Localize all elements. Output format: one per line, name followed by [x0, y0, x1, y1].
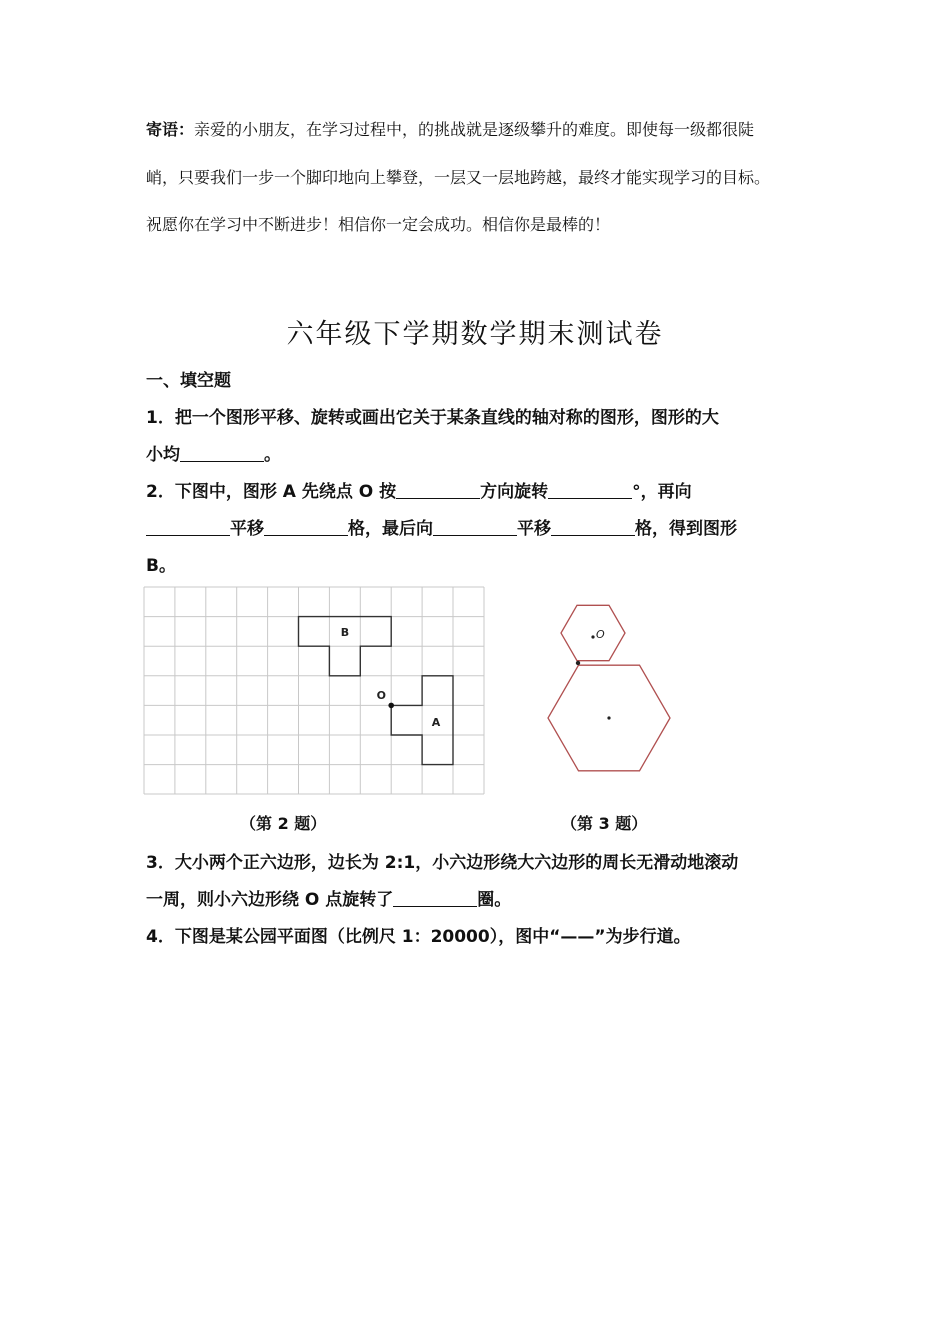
q1-line-1: 1．把一个图形平移、旋转或画出它关于某条直线的轴对称的图形，图形的大	[146, 408, 719, 428]
section-heading: 一、填空题	[146, 371, 231, 391]
q2-move1-direction-blank[interactable]	[146, 519, 230, 536]
q2-move1-steps-blank[interactable]	[264, 519, 348, 536]
q1-answer-blank[interactable]	[180, 445, 264, 462]
q4-line: 4．下图是某公园平面图（比例尺 1：20000），图中“——”为步行道。	[146, 927, 691, 947]
q3-text-b: 圈。	[477, 890, 512, 910]
intro-label: 寄语：	[146, 120, 195, 139]
shape-a-label: A	[431, 716, 441, 729]
q2-text-d: 平移	[230, 519, 264, 539]
q2-angle-blank[interactable]	[548, 482, 632, 499]
point-o-label: O	[376, 689, 386, 702]
q2-line-2	[146, 514, 737, 539]
q2-text-b: 方向旋转	[480, 482, 549, 502]
q2-text-c: °，再向	[632, 482, 692, 502]
q3-answer-blank[interactable]	[393, 890, 477, 907]
contact-point	[576, 661, 580, 665]
q2-line-3: B。	[146, 556, 176, 576]
fig2-caption: （第 2 题）	[240, 814, 327, 833]
intro-line-1	[146, 117, 754, 140]
intro-line-2: 峭，只要我们一步一个脚印地向上攀登，一层又一层地跨越，最终才能实现学习的目标。	[146, 168, 771, 187]
small-hexagon-center	[591, 635, 594, 638]
q3-line-2	[146, 885, 511, 910]
q1-text-a: 小均	[146, 445, 180, 465]
q2-move2-steps-blank[interactable]	[551, 519, 635, 536]
shape-b-label: B	[340, 626, 350, 639]
big-hexagon-center	[607, 716, 610, 719]
q3-text-a: 一周，则小六边形绕 O 点旋转了	[146, 890, 394, 910]
q2-direction-blank[interactable]	[396, 482, 480, 499]
q1-line-2	[146, 440, 281, 465]
q2-text-f: 平移	[517, 519, 551, 539]
q2-text-g: 格，得到图形	[635, 519, 737, 539]
q3-line-1: 3．大小两个正六边形，边长为 2:1，小六边形绕大六边形的周长无滑动地滚动	[146, 853, 739, 873]
page-title: 六年级下学期数学期末测试卷	[286, 319, 664, 350]
intro-line-3: 祝愿你在学习中不断进步！相信你一定会成功。相信你是最棒的！	[146, 215, 611, 234]
small-hexagon-o-label: O	[596, 628, 605, 641]
intro-text-1: 亲爱的小朋友，在学习过程中，的挑战就是逐级攀升的难度。即使每一级都很陡	[194, 120, 755, 139]
fig3-caption: （第 3 题）	[561, 814, 648, 833]
point-o	[388, 703, 394, 709]
q2-move2-direction-blank[interactable]	[433, 519, 517, 536]
fig2-grid	[144, 587, 484, 794]
fig2-grid-figure	[143, 586, 486, 796]
q2-text-a: 2．下图中，图形 A 先绕点 O 按	[146, 482, 397, 502]
q2-text-e: 格，最后向	[348, 519, 433, 539]
q2-line-1	[146, 477, 692, 502]
fig3-hexagon-figure	[540, 604, 680, 779]
q1-text-b: 。	[264, 445, 281, 465]
small-hexagon	[561, 605, 625, 660]
